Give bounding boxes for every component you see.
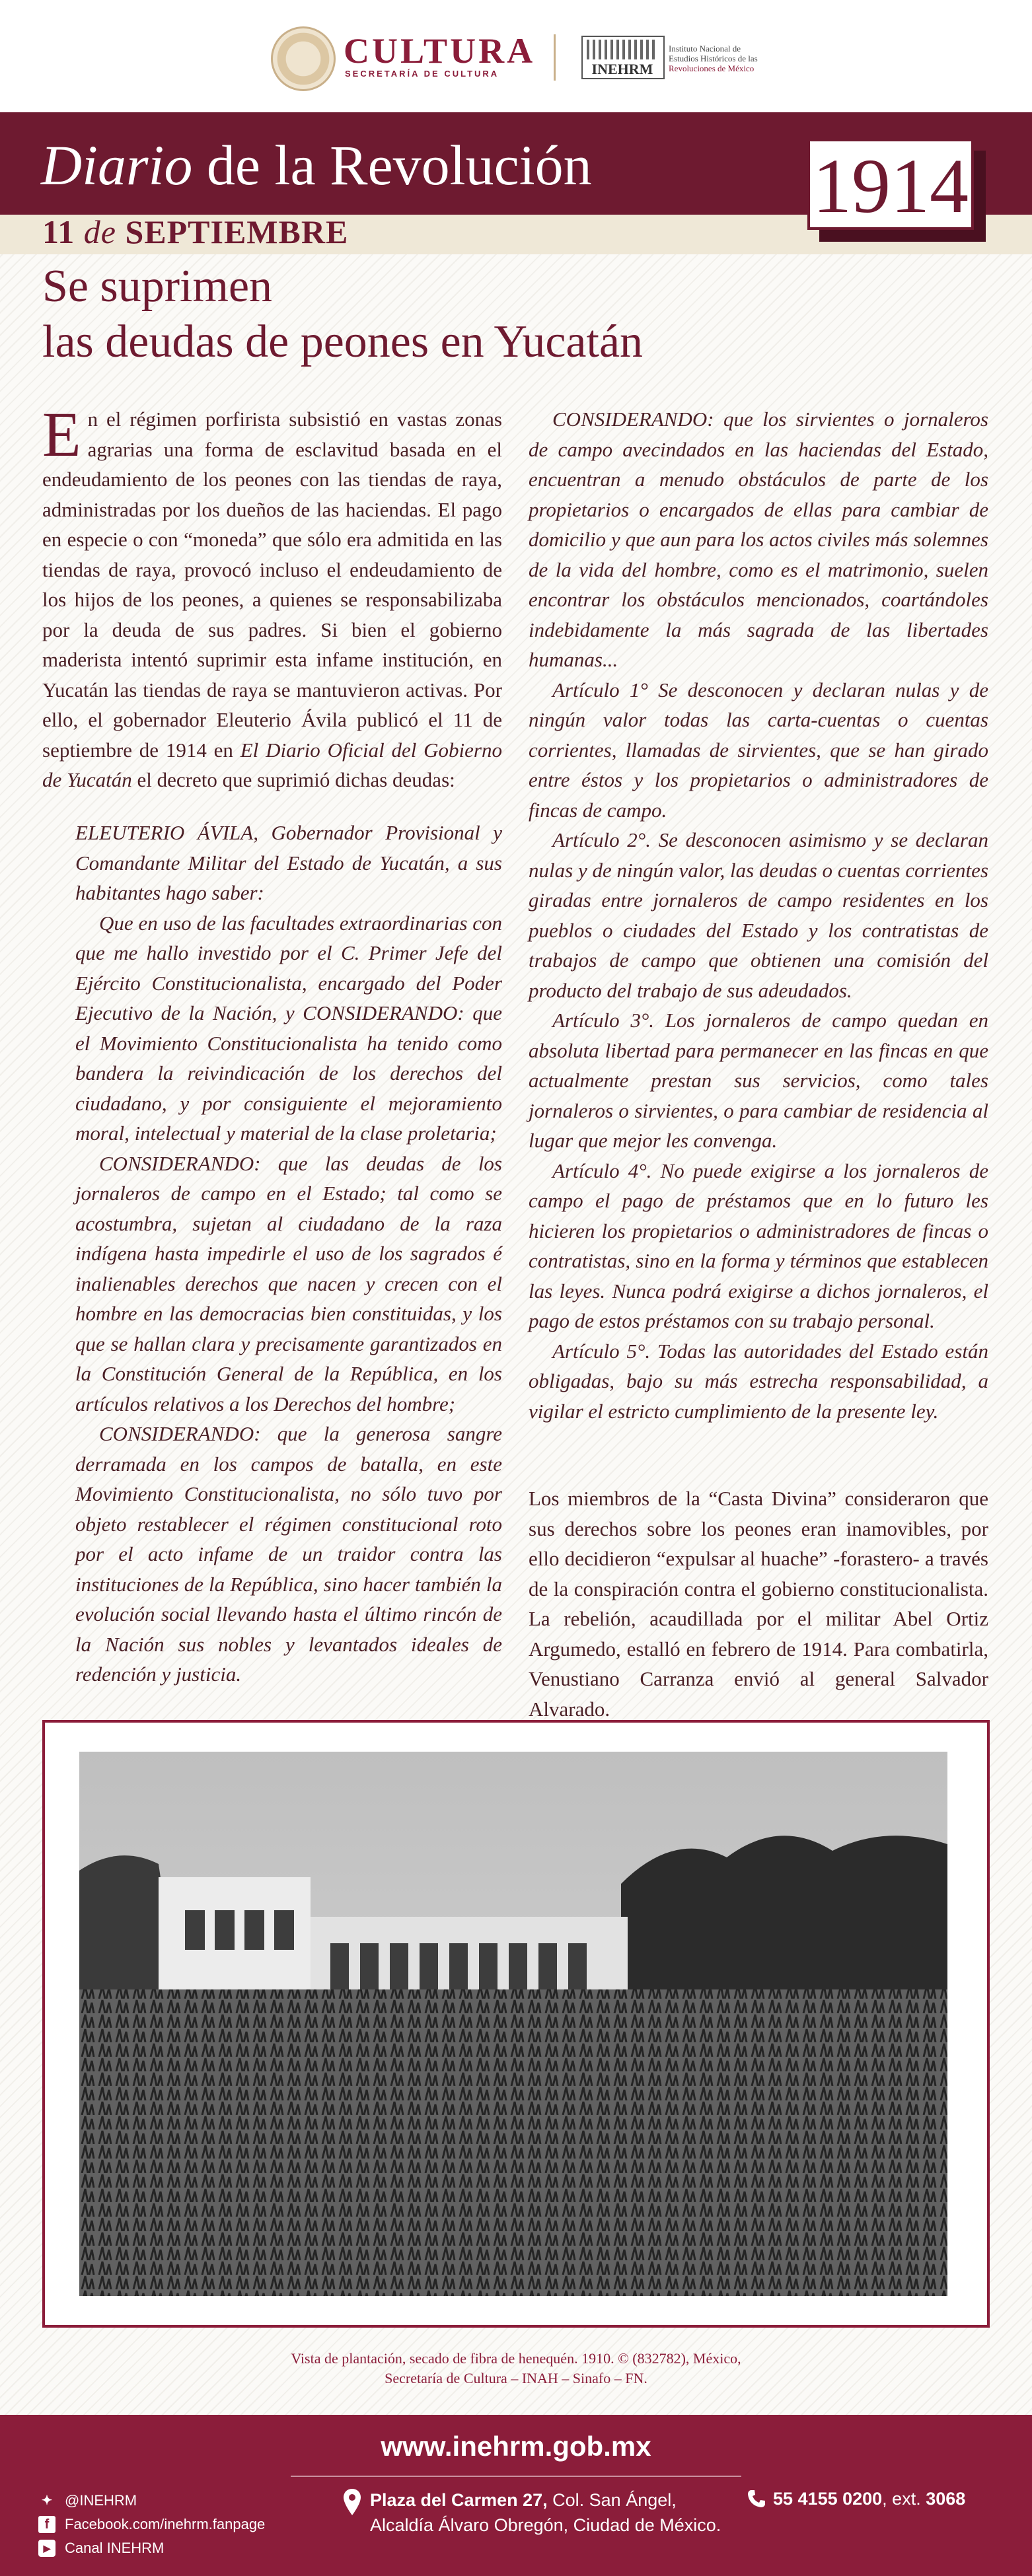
photo-caption	[132, 2349, 900, 2388]
decree-article: Artículo 2°. Se desconocen asimismo y se declaran nulas y de ningún valor, las deudas o cuentas corrientes giradas entre jornaleros de campo residentes en los pueblos o ciudades del Estado y los contratistas de trabajos de campo que obtienen una comisión del producto del trabajo de sus adeudados.	[529, 828, 988, 1002]
facebook-link[interactable]	[38, 2513, 265, 2536]
headline-line: las deudas de peones en Yucatán	[42, 316, 644, 367]
plantation-photo[interactable]	[79, 1752, 947, 2296]
footer-divider	[291, 2476, 741, 2477]
inehrm-desc-line: Instituto Nacional de	[669, 44, 741, 54]
cultura-logo[interactable]: CULTURA	[344, 31, 536, 71]
intro-paragraph	[42, 399, 502, 795]
decree-paragraph: CONSIDERANDO: que la generosa sangre derramada en los campos de batalla, en este Movimiento Constitucionalista, no sólo tuvo por objeto restablecer el régimen constitucional roto por el acto infame de un traidor contra las instituciones de la República, sino hacer también la evolución social llevando hasta el último rincón de la Nación sus nobles y levantados ideales de redención y justicia.	[75, 1422, 502, 1686]
headline-line: Se suprimen	[42, 261, 273, 312]
facebook-url: Facebook.com/inehrm.fanpage	[65, 2516, 266, 2532]
decree-article: Artículo 4°. No puede exigirse a los jornaleros de campo el pago de préstamos que en lo futuro les hicieren los propietarios o administradores de fincas o contratistas, sino en la forma y términos que establecen las leyes. Nunca podrá exigirse a dichos jornaleros, el pago de estos préstamos con su trabajo personal.	[529, 1159, 988, 1332]
address	[370, 2487, 721, 2538]
decree-paragraph: Que en uso de las facultades extraordinarias con que me hallo investido por el C. Primer Jefe del Ejército Constitucionalista, encargado del Poder Ejecutivo de la Nación, y CONSIDERANDO: que el Movimiento Constitucionalista ha tenido como bandera la reivindicación de los derechos del ciudadano, y por consiguiente el mejoramiento moral, intelectual y material de la clase proletaria;	[75, 911, 502, 1145]
decree-article: Artículo 5°. Todas las autoridades del Estado están obligadas, bajo su más estrecha responsabilidad, a vigilar el estricto cumplimiento de la presente ley.	[529, 1339, 988, 1423]
closing-paragraph: Los miembros de la “Casta Divina” consideraron que sus derechos sobre los peones eran inamovibles, por ello decidieron “expulsar al huache” -forastero- a través de la conspiración contra el gobierno constitucionalista. La rebelión, acaudillada por el militar Abel Ortiz Argumedo, estalló en febrero de 1914. Para combatirla, Venustiano Carranza envió al general Salvador Alvarado.	[529, 1487, 988, 1721]
inehrm-description	[669, 44, 801, 73]
decree-paragraph: CONSIDERANDO: que los sirvientes o jornaleros de campo avecindados en las haciendas del Estado, encuentran a menudo obstáculos de parte de los propietarios o encargados de ellas para cambiar de domicilio y que aun para los actos civiles más solemnes de la vida del hombre, como es el matrimonio, suelen encontrar los obstáculos mencionados, coartándoles indebidamente la más sagrada de las libertades humanas...	[529, 408, 988, 671]
twitter-link[interactable]	[38, 2489, 265, 2513]
social-links	[38, 2489, 265, 2560]
intro-text-a: n el régimen porfirista subsistió en vastas zonas agrarias una forma de esclavitud basada en el endeudamiento de los peones con las tiendas de raya, administradas por los dueños de las haciendas. El pago en especie o con “moneda” que sólo era admitida en las tiendas de raya, provocó incluso el endeudamiento de los hijos de los peones, a quienes se responsabilizaba por la deuda de sus padres. Si bien el gobierno maderista intentó suprimir esta infame institución, en Yucatán las tiendas de raya se mantuvieron activas. Por ello, el gobernador Eleuterio Ávila publicó el 11 de septiembre de 1914 en	[42, 408, 502, 762]
location-pin-icon	[344, 2489, 361, 2515]
date-de: de	[83, 213, 116, 250]
logo-divider	[554, 34, 556, 81]
date-month: SEPTIEMBRE	[125, 213, 349, 250]
date-day: 11	[42, 213, 75, 250]
cultura-subtitle: SECRETARÍA DE CULTURA	[345, 69, 499, 79]
decree-quote-left	[75, 818, 502, 1690]
intro-text-b: el decreto que suprimió dichas deudas:	[131, 768, 455, 791]
inehrm-desc-line: Estudios Históricos de las	[669, 54, 758, 63]
headline	[42, 259, 980, 370]
inehrm-desc-line: Revoluciones de México	[669, 63, 755, 73]
phone-main: 55 4155 0200	[773, 2489, 883, 2509]
website-link[interactable]: www.inehrm.gob.mx	[381, 2431, 651, 2462]
building-icon	[587, 40, 657, 59]
caption-line: Secretaría de Cultura – INAH – Sinafo – FN.	[385, 2370, 647, 2386]
facebook-icon: f	[38, 2516, 55, 2533]
decree-paragraph: CONSIDERANDO: que las deudas de los jornaleros de campo en el Estado; tal como se acostumbra, sujetan al ciudadano de la raza indígena hasta impedirle el uso de los sagrados é inalienables derechos que nacen y crecen con el hombre en las democracias bien constituidas, y los que se hallan clara y precisamente garantizados en la Constitución General de la República, en los artículos relativos a los Derechos del hombre;	[75, 1151, 502, 1415]
address-city: Alcaldía Álvaro Obregón, Ciudad de México.	[370, 2515, 721, 2535]
phone-ext: 3068	[926, 2489, 966, 2509]
twitter-icon: ✦	[41, 2493, 53, 2508]
year-badge: 1914	[807, 139, 974, 230]
series-title-rest: de la Revolución	[192, 133, 592, 197]
mexico-seal-icon	[271, 26, 336, 91]
twitter-handle: @INEHRM	[65, 2492, 137, 2509]
plantation-photo-art	[79, 1752, 947, 2296]
date-label	[42, 213, 348, 251]
youtube-icon: ▶	[38, 2540, 55, 2557]
address-street: Plaza del Carmen 27,	[370, 2490, 548, 2510]
series-title	[41, 132, 592, 198]
youtube-link[interactable]	[38, 2536, 265, 2560]
address-colonia: Col. San Ángel,	[547, 2490, 677, 2510]
phone-number[interactable]	[773, 2486, 965, 2511]
drop-cap: E	[42, 399, 81, 470]
phone-ext-label: , ext.	[882, 2489, 926, 2509]
youtube-channel: Canal INEHRM	[65, 2540, 165, 2556]
caption-line: Vista de plantación, secado de fibra de henequén. 1910. © (832782), México,	[291, 2350, 741, 2367]
decree-quote-right	[529, 404, 988, 1426]
decree-article: Artículo 1° Se desconocen y declaran nulas y de ningún valor todas las carta-cuentas o cuentas corrientes, llamadas de sirvientes, que se han girado entre éstos y los propietarios o administradores de fincas de campo.	[529, 678, 988, 822]
inehrm-logo-text: INEHRM	[591, 61, 653, 77]
intro-text-italic: El Diario Oficial del Gobierno de Yucatán	[42, 738, 502, 791]
series-title-italic: Diario	[41, 133, 193, 197]
decree-article: Artículo 3°. Los jornaleros de campo quedan en absoluta libertad para permanecer en las fincas en que actualmente prestan sus servicios, como tales jornaleros o sirvientes, o para cambiar de residencia al lugar que mejor les convenga.	[529, 1009, 988, 1152]
decree-paragraph: ELEUTERIO ÁVILA, Gobernador Provisional y Comandante Militar del Estado de Yucatán, a sus habitantes hago saber:	[75, 821, 502, 904]
phone-icon	[747, 2489, 766, 2509]
